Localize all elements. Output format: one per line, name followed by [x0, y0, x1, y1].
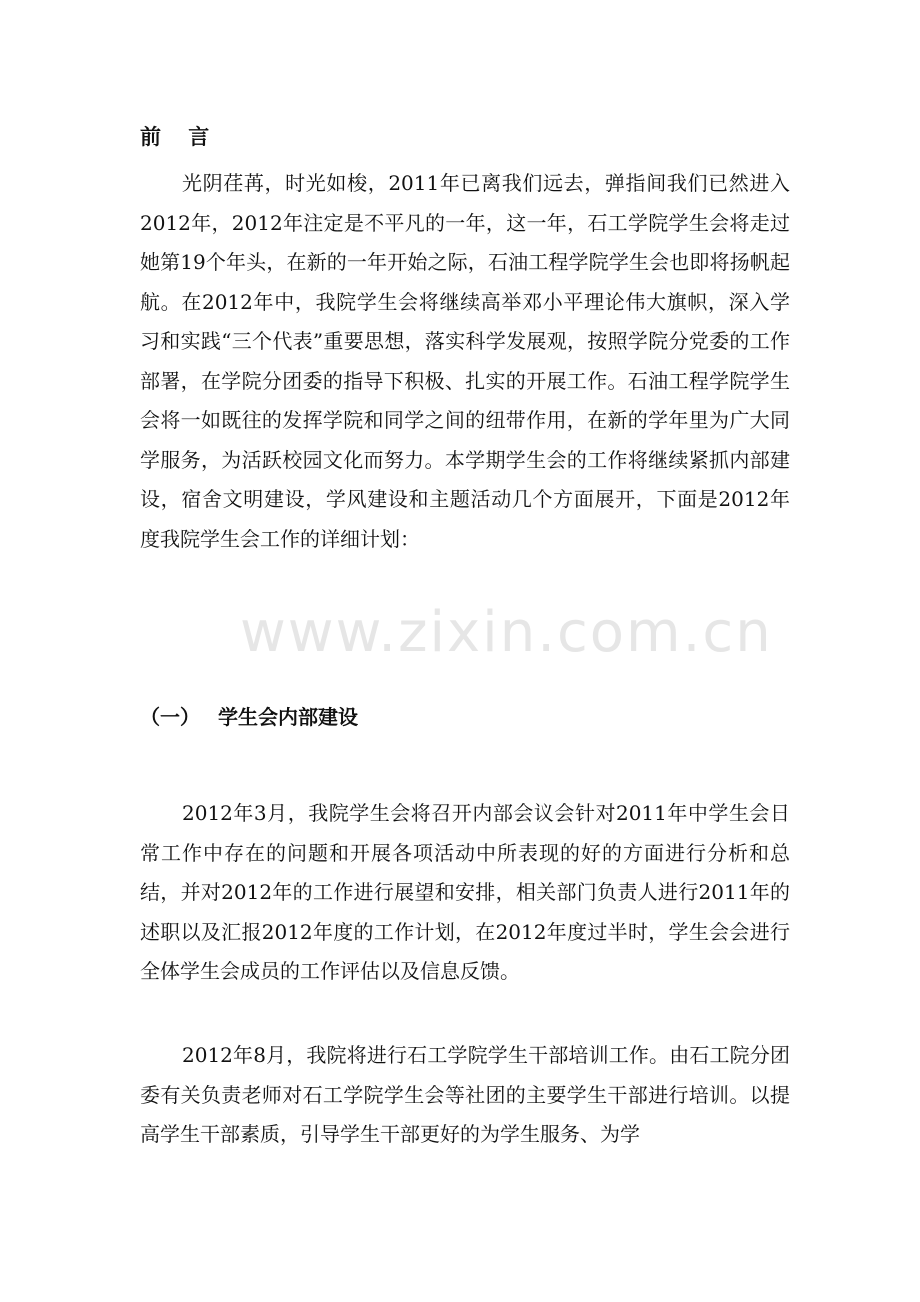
page-title: 前 言: [140, 124, 220, 149]
section-paragraph: 2012年8月，我院将进行石工学院学生干部培训工作。由石工院分团委有关负责老师对石工学院学生会等社团的主要学生干部进行培训。以提高学生干部素质，引导学生干部更好的为学生服务、为学: [140, 1043, 790, 1146]
intro-paragraph: 光阴荏苒，时光如梭，2011年已离我们远去，弹指间我们已然进入2012年，2012年注定是不平凡的一年，这一年，石工学院学生会将走过她第19个年头，在新的一年开始之际，石油工程学院学生会也即将扬帆起航。在2012年中，我院学生会将继续高举邓小平理论伟大旗帜，深入学习和实践“三个代表”重要思想，落实科学发展观，按照学院分党委的工作部署，在学院分团委的指导下积极、扎实的开展工作。石油工程学院学生会将一如既往的发挥学院和同学之间的纽带作用，在新的学年里为广大同学服务，为活跃校园文化而努力。本学期学生会的工作将继续紧抓内部建设，宿舍文明建设，学风建设和主题活动几个方面展开，下面是2012年度我院学生会工作的详细计划：: [140, 171, 790, 551]
section-paragraph: 2012年3月，我院学生会将召开内部会议会针对2011年中学生会日常工作中存在的问题和开展各项活动中所表现的好的方面进行分析和总结，并对2012年的工作进行展望和安排，相关部门负责人进行2011年的述职以及汇报2012年度的工作计划，在2012年度过半时，学生会会进行全体学生会成员的工作评估以及信息反馈。: [140, 801, 790, 983]
section-number: （一）: [140, 705, 200, 729]
section-title: 学生会内部建设: [218, 705, 358, 729]
section-heading: [140, 702, 358, 732]
watermark: www.zixin.com.cn: [240, 600, 773, 665]
